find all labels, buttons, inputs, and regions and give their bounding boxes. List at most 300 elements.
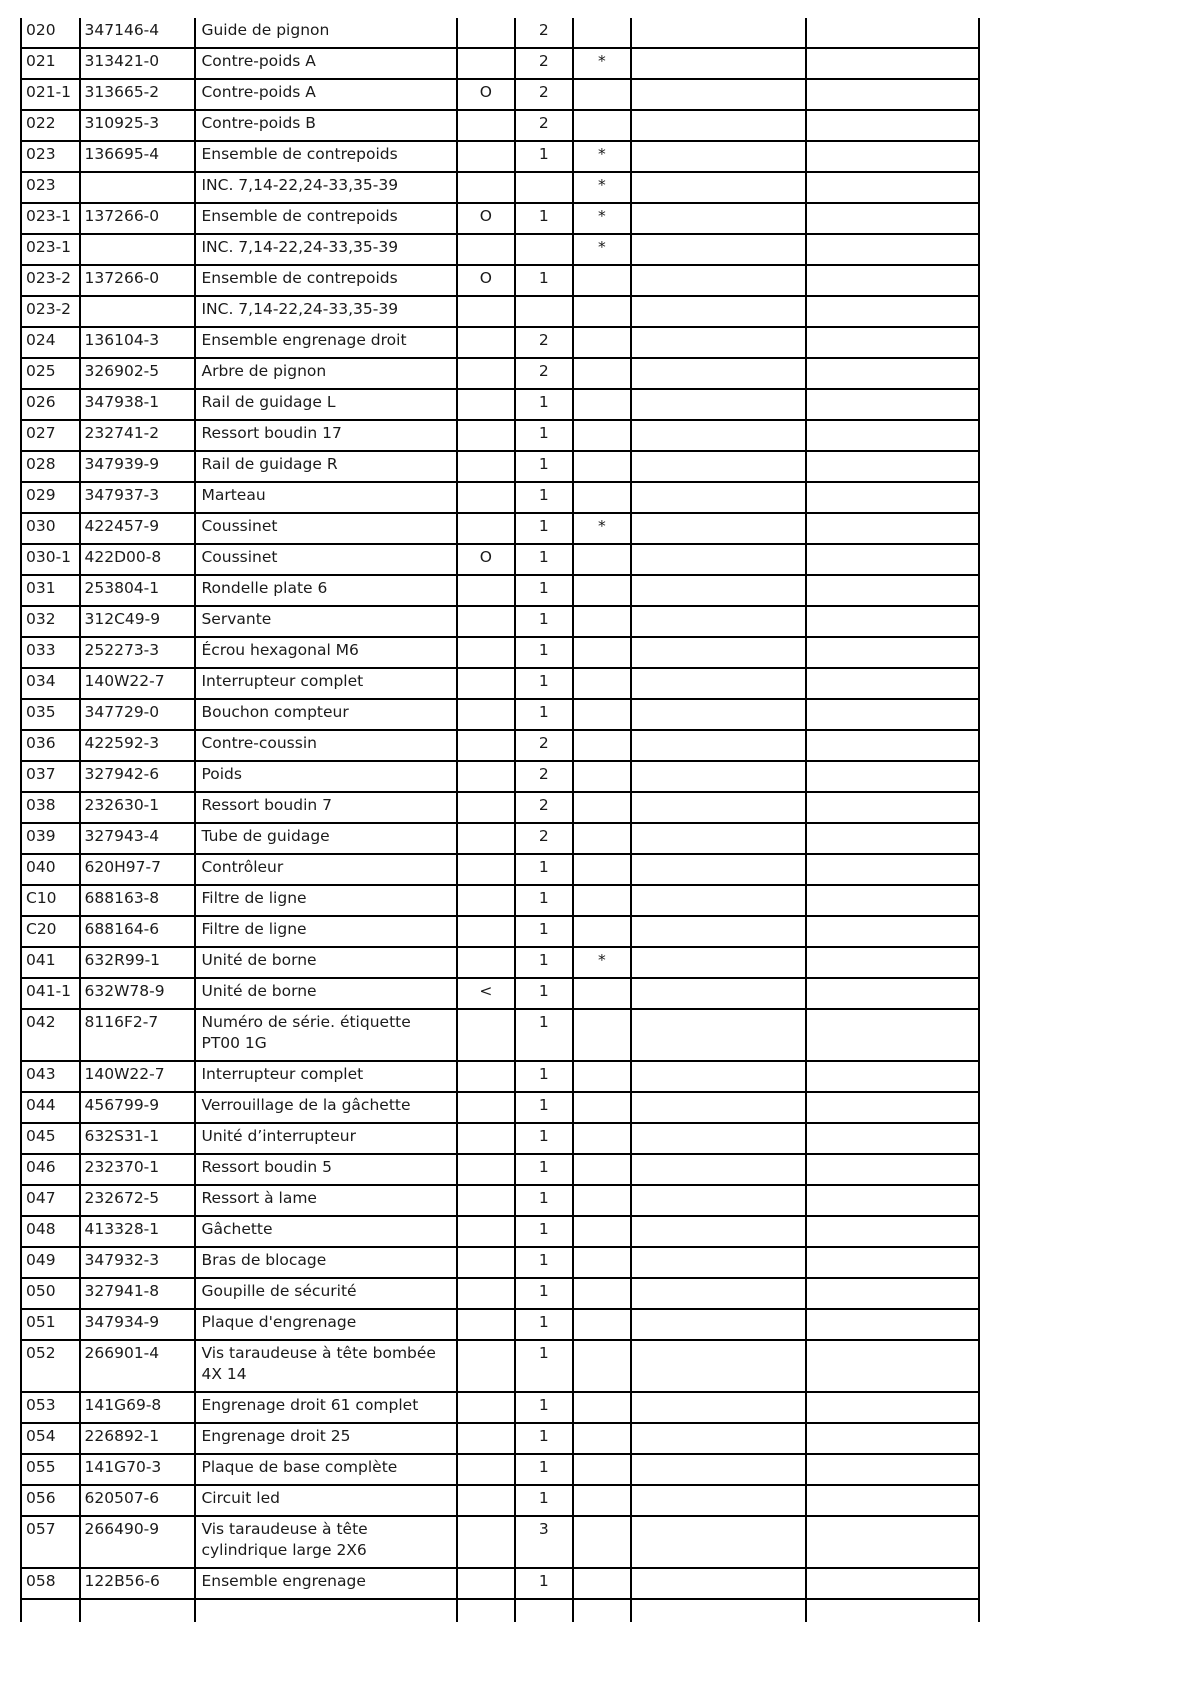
cell-part-number: 252273-3 <box>80 637 196 668</box>
cell-part-number: 632S31-1 <box>80 1123 196 1154</box>
cell-part-number: 620507-6 <box>80 1485 196 1516</box>
cell-empty-1 <box>631 699 805 730</box>
cell-note-mark <box>573 575 632 606</box>
cell-empty-2 <box>806 1485 979 1516</box>
cell-empty-2 <box>806 606 979 637</box>
table-row <box>21 172 979 203</box>
cell-note-mark <box>573 978 632 1009</box>
cell-description: Ressort boudin 17 <box>195 420 456 451</box>
cell-empty-2 <box>806 327 979 358</box>
cell-empty-2 <box>806 668 979 699</box>
cell-note-mark <box>573 420 632 451</box>
cell-description <box>195 1599 456 1622</box>
cell-part-number: 326902-5 <box>80 358 196 389</box>
cell-quantity: 1 <box>515 637 572 668</box>
cell-description: Plaque de base complète <box>195 1454 456 1485</box>
table-row <box>21 1423 979 1454</box>
cell-description: Contre-poids B <box>195 110 456 141</box>
table-row <box>21 1092 979 1123</box>
cell-option <box>457 1423 516 1454</box>
cell-part-number: 327941-8 <box>80 1278 196 1309</box>
table-row <box>21 544 979 575</box>
cell-empty-1 <box>631 1309 805 1340</box>
cell-part-number: 266490-9 <box>80 1516 196 1568</box>
cell-item-number: 046 <box>21 1154 80 1185</box>
cell-description: Numéro de série. étiquette PT00 1G <box>195 1009 456 1061</box>
cell-description: Bras de blocage <box>195 1247 456 1278</box>
cell-empty-1 <box>631 1009 805 1061</box>
cell-option <box>457 1516 516 1568</box>
cell-option <box>457 389 516 420</box>
cell-empty-2 <box>806 978 979 1009</box>
cell-option <box>457 513 516 544</box>
cell-empty-1 <box>631 265 805 296</box>
cell-part-number: 266901-4 <box>80 1340 196 1392</box>
parts-table <box>20 18 980 1622</box>
cell-part-number: 347934-9 <box>80 1309 196 1340</box>
table-row <box>21 482 979 513</box>
cell-part-number: 347146-4 <box>80 18 196 48</box>
cell-option <box>457 730 516 761</box>
cell-quantity <box>515 234 572 265</box>
cell-empty-2 <box>806 1216 979 1247</box>
cell-quantity: 1 <box>515 1061 572 1092</box>
cell-description: Verrouillage de la gâchette <box>195 1092 456 1123</box>
cell-note-mark <box>573 482 632 513</box>
cell-note-mark <box>573 1185 632 1216</box>
cell-note-mark <box>573 1392 632 1423</box>
cell-note-mark <box>573 1154 632 1185</box>
cell-option <box>457 637 516 668</box>
cell-option <box>457 172 516 203</box>
cell-empty-1 <box>631 1092 805 1123</box>
cell-empty-1 <box>631 916 805 947</box>
cell-part-number <box>80 1599 196 1622</box>
cell-quantity: 1 <box>515 544 572 575</box>
cell-empty-2 <box>806 792 979 823</box>
cell-empty-1 <box>631 1154 805 1185</box>
cell-description: Rail de guidage R <box>195 451 456 482</box>
cell-quantity: 1 <box>515 854 572 885</box>
cell-part-number: 137266-0 <box>80 203 196 234</box>
cell-item-number: C20 <box>21 916 80 947</box>
cell-item-number: 055 <box>21 1454 80 1485</box>
cell-empty-2 <box>806 234 979 265</box>
cell-item-number: 026 <box>21 389 80 420</box>
cell-empty-2 <box>806 1423 979 1454</box>
cell-part-number: 310925-3 <box>80 110 196 141</box>
cell-quantity <box>515 296 572 327</box>
table-row <box>21 699 979 730</box>
cell-quantity: 1 <box>515 1216 572 1247</box>
cell-part-number: 347937-3 <box>80 482 196 513</box>
cell-quantity: 1 <box>515 978 572 1009</box>
cell-empty-1 <box>631 947 805 978</box>
cell-empty-1 <box>631 482 805 513</box>
cell-empty-2 <box>806 1247 979 1278</box>
table-row <box>21 1061 979 1092</box>
cell-note-mark <box>573 730 632 761</box>
cell-item-number: 020 <box>21 18 80 48</box>
cell-note-mark: * <box>573 48 632 79</box>
table-row <box>21 792 979 823</box>
cell-description: Interrupteur complet <box>195 668 456 699</box>
cell-description: Ensemble de contrepoids <box>195 265 456 296</box>
cell-note-mark <box>573 1309 632 1340</box>
cell-empty-2 <box>806 1278 979 1309</box>
cell-description: Gâchette <box>195 1216 456 1247</box>
cell-description: Contrôleur <box>195 854 456 885</box>
table-row <box>21 1309 979 1340</box>
cell-quantity: 1 <box>515 668 572 699</box>
cell-empty-1 <box>631 1568 805 1599</box>
cell-empty-1 <box>631 203 805 234</box>
cell-note-mark <box>573 18 632 48</box>
table-row <box>21 1516 979 1568</box>
cell-quantity: 2 <box>515 48 572 79</box>
cell-quantity: 1 <box>515 203 572 234</box>
cell-note-mark <box>573 79 632 110</box>
cell-empty-2 <box>806 110 979 141</box>
table-row <box>21 358 979 389</box>
cell-description: Coussinet <box>195 513 456 544</box>
cell-empty-1 <box>631 79 805 110</box>
cell-quantity: 1 <box>515 575 572 606</box>
cell-description: Filtre de ligne <box>195 916 456 947</box>
cell-empty-1 <box>631 761 805 792</box>
cell-quantity: 1 <box>515 1092 572 1123</box>
cell-item-number: 036 <box>21 730 80 761</box>
cell-empty-1 <box>631 1216 805 1247</box>
cell-option: O <box>457 79 516 110</box>
cell-note-mark <box>573 699 632 730</box>
cell-empty-2 <box>806 699 979 730</box>
table-row <box>21 916 979 947</box>
cell-quantity: 1 <box>515 513 572 544</box>
cell-empty-1 <box>631 234 805 265</box>
cell-empty-2 <box>806 544 979 575</box>
cell-item-number: 027 <box>21 420 80 451</box>
cell-empty-2 <box>806 389 979 420</box>
table-row <box>21 606 979 637</box>
table-row <box>21 1568 979 1599</box>
cell-item-number: 039 <box>21 823 80 854</box>
cell-description: INC. 7,14-22,24-33,35-39 <box>195 234 456 265</box>
cell-empty-1 <box>631 606 805 637</box>
cell-option <box>457 1599 516 1622</box>
cell-quantity: 1 <box>515 699 572 730</box>
cell-part-number: 347938-1 <box>80 389 196 420</box>
cell-empty-1 <box>631 1599 805 1622</box>
table-row <box>21 110 979 141</box>
cell-quantity: 1 <box>515 1309 572 1340</box>
table-row <box>21 1154 979 1185</box>
table-row <box>21 1123 979 1154</box>
cell-empty-1 <box>631 1423 805 1454</box>
cell-empty-2 <box>806 823 979 854</box>
cell-description: Unité d’interrupteur <box>195 1123 456 1154</box>
cell-description: Vis taraudeuse à tête cylindrique large 2X6 <box>195 1516 456 1568</box>
cell-description: Engrenage droit 25 <box>195 1423 456 1454</box>
cell-empty-1 <box>631 18 805 48</box>
cell-quantity: 2 <box>515 792 572 823</box>
cell-option: O <box>457 265 516 296</box>
parts-table-body <box>21 18 979 1622</box>
cell-part-number: 312C49-9 <box>80 606 196 637</box>
cell-item-number: 040 <box>21 854 80 885</box>
cell-quantity: 2 <box>515 18 572 48</box>
cell-empty-1 <box>631 1185 805 1216</box>
cell-empty-1 <box>631 668 805 699</box>
cell-note-mark: * <box>573 947 632 978</box>
table-row <box>21 1278 979 1309</box>
cell-quantity: 2 <box>515 110 572 141</box>
cell-note-mark <box>573 1092 632 1123</box>
cell-note-mark <box>573 668 632 699</box>
cell-note-mark <box>573 1009 632 1061</box>
cell-description: Plaque d'engrenage <box>195 1309 456 1340</box>
table-row <box>21 885 979 916</box>
cell-option <box>457 358 516 389</box>
cell-part-number: 141G69-8 <box>80 1392 196 1423</box>
cell-description: Ensemble de contrepoids <box>195 141 456 172</box>
cell-note-mark <box>573 1216 632 1247</box>
cell-empty-2 <box>806 916 979 947</box>
cell-part-number: 137266-0 <box>80 265 196 296</box>
cell-empty-2 <box>806 420 979 451</box>
cell-item-number: 038 <box>21 792 80 823</box>
cell-part-number <box>80 172 196 203</box>
cell-empty-1 <box>631 358 805 389</box>
cell-part-number: 422D00-8 <box>80 544 196 575</box>
table-row <box>21 947 979 978</box>
cell-part-number: 620H97-7 <box>80 854 196 885</box>
cell-empty-2 <box>806 358 979 389</box>
cell-item-number: 021-1 <box>21 79 80 110</box>
cell-note-mark: * <box>573 172 632 203</box>
cell-description: Ensemble de contrepoids <box>195 203 456 234</box>
cell-note-mark <box>573 1485 632 1516</box>
cell-option <box>457 1568 516 1599</box>
cell-empty-2 <box>806 265 979 296</box>
cell-option <box>457 1392 516 1423</box>
cell-empty-1 <box>631 513 805 544</box>
cell-item-number: 025 <box>21 358 80 389</box>
cell-empty-2 <box>806 1061 979 1092</box>
cell-note-mark <box>573 1340 632 1392</box>
table-row <box>21 141 979 172</box>
cell-empty-2 <box>806 1516 979 1568</box>
table-row <box>21 327 979 358</box>
table-row <box>21 668 979 699</box>
cell-item-number: 023 <box>21 141 80 172</box>
cell-part-number: 327943-4 <box>80 823 196 854</box>
cell-empty-1 <box>631 885 805 916</box>
cell-empty-1 <box>631 451 805 482</box>
cell-empty-2 <box>806 48 979 79</box>
cell-quantity: 2 <box>515 327 572 358</box>
cell-item-number: 021 <box>21 48 80 79</box>
cell-description: Contre-poids A <box>195 79 456 110</box>
cell-quantity <box>515 172 572 203</box>
cell-empty-1 <box>631 1340 805 1392</box>
cell-item-number: 030 <box>21 513 80 544</box>
cell-part-number: 140W22-7 <box>80 668 196 699</box>
cell-description: Contre-coussin <box>195 730 456 761</box>
cell-item-number: 041-1 <box>21 978 80 1009</box>
cell-option <box>457 1185 516 1216</box>
cell-quantity: 1 <box>515 947 572 978</box>
cell-description: Vis taraudeuse à tête bombée 4X 14 <box>195 1340 456 1392</box>
cell-note-mark <box>573 1123 632 1154</box>
cell-empty-1 <box>631 389 805 420</box>
cell-quantity: 1 <box>515 1568 572 1599</box>
cell-description: Guide de pignon <box>195 18 456 48</box>
cell-item-number: 024 <box>21 327 80 358</box>
table-row <box>21 451 979 482</box>
table-row <box>21 18 979 48</box>
cell-empty-2 <box>806 296 979 327</box>
cell-empty-2 <box>806 854 979 885</box>
table-row <box>21 1247 979 1278</box>
cell-option <box>457 575 516 606</box>
cell-item-number: 022 <box>21 110 80 141</box>
cell-note-mark <box>573 296 632 327</box>
cell-note-mark <box>573 1278 632 1309</box>
cell-description: Écrou hexagonal M6 <box>195 637 456 668</box>
cell-description: Coussinet <box>195 544 456 575</box>
cell-quantity: 1 <box>515 885 572 916</box>
cell-note-mark <box>573 1568 632 1599</box>
cell-empty-1 <box>631 544 805 575</box>
cell-quantity: 1 <box>515 265 572 296</box>
cell-option <box>457 1123 516 1154</box>
cell-note-mark <box>573 358 632 389</box>
cell-option <box>457 1485 516 1516</box>
table-row <box>21 203 979 234</box>
cell-item-number: 058 <box>21 1568 80 1599</box>
cell-option <box>457 916 516 947</box>
cell-option <box>457 1247 516 1278</box>
cell-part-number: 632W78-9 <box>80 978 196 1009</box>
cell-quantity: 1 <box>515 916 572 947</box>
cell-empty-2 <box>806 1009 979 1061</box>
cell-empty-2 <box>806 1568 979 1599</box>
cell-quantity: 1 <box>515 1123 572 1154</box>
cell-item-number: 028 <box>21 451 80 482</box>
cell-quantity: 2 <box>515 761 572 792</box>
cell-option <box>457 823 516 854</box>
cell-description: Tube de guidage <box>195 823 456 854</box>
cell-empty-2 <box>806 885 979 916</box>
cell-description: Marteau <box>195 482 456 513</box>
cell-part-number <box>80 234 196 265</box>
cell-part-number: 313421-0 <box>80 48 196 79</box>
cell-option <box>457 451 516 482</box>
cell-item-number: 043 <box>21 1061 80 1092</box>
cell-empty-1 <box>631 1123 805 1154</box>
cell-note-mark <box>573 606 632 637</box>
cell-empty-2 <box>806 172 979 203</box>
cell-description: Bouchon compteur <box>195 699 456 730</box>
cell-option <box>457 761 516 792</box>
cell-option <box>457 699 516 730</box>
cell-item-number: 050 <box>21 1278 80 1309</box>
cell-option <box>457 48 516 79</box>
cell-empty-2 <box>806 1454 979 1485</box>
cell-quantity: 1 <box>515 1340 572 1392</box>
cell-empty-2 <box>806 1599 979 1622</box>
cell-option <box>457 1278 516 1309</box>
cell-option <box>457 606 516 637</box>
cell-quantity: 1 <box>515 420 572 451</box>
cell-empty-2 <box>806 451 979 482</box>
table-row <box>21 48 979 79</box>
cell-part-number: 347729-0 <box>80 699 196 730</box>
cell-note-mark <box>573 854 632 885</box>
table-row <box>21 637 979 668</box>
cell-quantity: 1 <box>515 1454 572 1485</box>
cell-item-number: 057 <box>21 1516 80 1568</box>
cell-empty-1 <box>631 854 805 885</box>
cell-quantity: 1 <box>515 1423 572 1454</box>
cell-description: INC. 7,14-22,24-33,35-39 <box>195 172 456 203</box>
cell-option <box>457 18 516 48</box>
cell-item-number: 051 <box>21 1309 80 1340</box>
cell-empty-2 <box>806 1392 979 1423</box>
cell-item-number: 023-2 <box>21 296 80 327</box>
table-row <box>21 1485 979 1516</box>
cell-part-number: 8116F2-7 <box>80 1009 196 1061</box>
cell-part-number: 136104-3 <box>80 327 196 358</box>
cell-quantity: 1 <box>515 1278 572 1309</box>
cell-note-mark <box>573 110 632 141</box>
cell-option <box>457 1009 516 1061</box>
table-row <box>21 1009 979 1061</box>
cell-empty-1 <box>631 296 805 327</box>
cell-option <box>457 668 516 699</box>
cell-item-number: 023 <box>21 172 80 203</box>
cell-empty-2 <box>806 730 979 761</box>
cell-option <box>457 1340 516 1392</box>
cell-description: Unité de borne <box>195 947 456 978</box>
table-row <box>21 1392 979 1423</box>
cell-option <box>457 1454 516 1485</box>
cell-option: O <box>457 544 516 575</box>
cell-note-mark <box>573 1516 632 1568</box>
cell-empty-2 <box>806 1123 979 1154</box>
cell-empty-2 <box>806 575 979 606</box>
cell-empty-2 <box>806 1340 979 1392</box>
cell-empty-1 <box>631 1454 805 1485</box>
cell-part-number: 140W22-7 <box>80 1061 196 1092</box>
cell-quantity: 1 <box>515 1009 572 1061</box>
cell-item-number: 023-1 <box>21 203 80 234</box>
cell-description: Ressort boudin 7 <box>195 792 456 823</box>
cell-item-number: 023-1 <box>21 234 80 265</box>
cell-part-number: 347932-3 <box>80 1247 196 1278</box>
table-row <box>21 389 979 420</box>
cell-note-mark: * <box>573 513 632 544</box>
cell-quantity: 1 <box>515 141 572 172</box>
cell-empty-1 <box>631 141 805 172</box>
table-row <box>21 1216 979 1247</box>
cell-note-mark <box>573 1423 632 1454</box>
cell-quantity: 1 <box>515 1247 572 1278</box>
cell-description: Ressort boudin 5 <box>195 1154 456 1185</box>
cell-item-number: 049 <box>21 1247 80 1278</box>
cell-option <box>457 947 516 978</box>
